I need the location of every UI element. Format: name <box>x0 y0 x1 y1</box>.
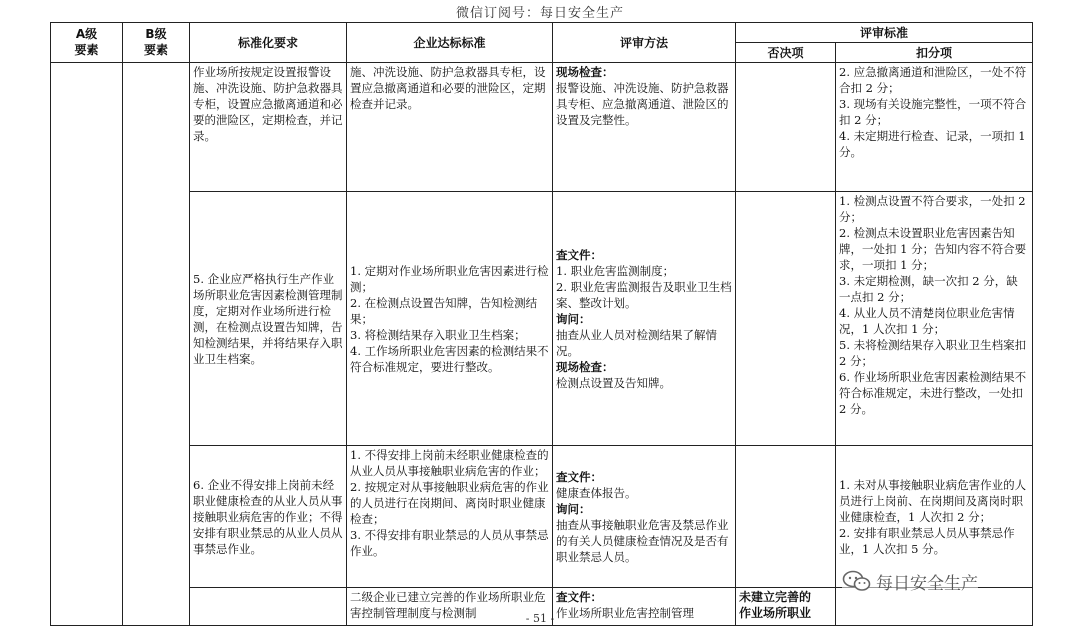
method-text: 1. 职业危害监测制度； 2. 职业危害监测报告及职业卫生档案、整改计划。 <box>556 263 732 310</box>
requirement-cell: 5. 企业应严格执行生产作业场所职业危害因素检测管理制度，定期对作业场所进行检测，在检测点设置告知牌，告知检测结果，并将结果存入职业卫生档案。 <box>190 192 347 446</box>
requirement-cell: 6. 企业不得安排上岗前未经职业健康检查的从业人员从事接触职业病危害的作业；不得安排有职业禁忌的从业人员从事禁忌作业。 <box>190 446 347 588</box>
header-a-element: A级 要素 <box>51 23 123 63</box>
b-element-cell <box>123 63 190 626</box>
method-text: 检测点设置及告知牌。 <box>556 375 671 390</box>
method-text: 抽查从事接触职业危害及禁忌作业的有关人员健康检查情况及是否有职业禁忌人员。 <box>556 517 729 564</box>
wechat-icon <box>842 569 872 593</box>
header-deduction: 扣分项 <box>836 43 1033 63</box>
standard-table <box>50 22 1033 626</box>
method-text: 作业场所职业危害控制管理 <box>556 606 694 620</box>
header-enterprise-standard: 企业达标标准 <box>347 23 553 63</box>
watermark <box>842 567 978 595</box>
header-review-criteria: 评审标准 <box>736 23 1033 43</box>
standard-cell: 二级企业已建立完善的作业场所职业危害控制管理制度与检测制 <box>347 588 553 626</box>
method-label: 现场检查： <box>556 359 614 374</box>
header-review-method: 评审方法 <box>553 23 736 63</box>
veto-cell <box>736 446 836 588</box>
method-label: 查文件： <box>556 247 602 262</box>
requirement-cell: 作业场所按规定设置报警设施、冲洗设施、防护急救器具专柜，设置应急撤离通道和必要的泄险区，定期检查，并记录。 <box>190 63 347 192</box>
method-label: 询问： <box>556 311 591 326</box>
deduction-cell: 1. 未对从事接触职业病危害作业的人员进行上岗前、在岗期间及离岗时职业健康检查，1 人次扣 2 分； 2. 安排有职业禁忌人员从事禁忌作业，1 人次扣 5 分。 <box>836 446 1033 588</box>
table-row <box>51 63 1033 192</box>
standard-cell: 1. 不得安排上岗前未经职业健康检查的从业人员从事接触职业病危害的作业； 2. 按规定对从事接触职业病危害的作业的人员进行在岗期间、离岗时职业健康检查； 3. 不得安排有职业禁忌的人员从事禁忌作业。 <box>347 446 553 588</box>
header-requirement: 标准化要求 <box>190 23 347 63</box>
veto-cell: 未建立完善的 作业场所职业 <box>736 588 836 626</box>
table-row <box>51 192 1033 446</box>
page-number: - 51 - <box>525 612 555 625</box>
method-cell <box>553 446 736 588</box>
a-element-cell <box>51 63 123 626</box>
standard-cell: 施、冲洗设施、防护急救器具专柜，设置应急撤离通道和必要的泄险区，定期检查并记录。 <box>347 63 553 192</box>
watermark-text: 每日安全生产 <box>876 573 978 594</box>
method-cell <box>553 63 736 192</box>
standard-cell: 1. 定期对作业场所职业危害因素进行检测； 2. 在检测点设置告知牌，告知检测结果； 3. 将检测结果存入职业卫生档案； 4. 工作场所职业危害因素的检测结果不符合标准规定，要进行整改。 <box>347 192 553 446</box>
veto-cell <box>736 63 836 192</box>
method-text: 抽查从业人员对检测结果了解情况。 <box>556 327 717 358</box>
header-veto: 否决项 <box>736 43 836 63</box>
deduction-cell: 2. 应急撤离通道和泄险区，一处不符合扣 2 分； 3. 现场有关设施完整性，一项不符合扣 2 分； 4. 未定期进行检查、记录，一项扣 1 分。 <box>836 63 1033 192</box>
header-b-element: B级 要素 <box>123 23 190 63</box>
method-label: 查文件： <box>556 590 602 604</box>
method-cell <box>553 192 736 446</box>
method-text: 健康查体报告。 <box>556 485 637 500</box>
veto-cell <box>736 192 836 446</box>
page-title: 微信订阅号：每日安全生产 <box>455 6 624 21</box>
method-label: 现场检查： <box>556 65 614 79</box>
method-label: 查文件： <box>556 469 602 484</box>
method-text: 报警设施、冲洗设施、防护急救器具专柜、应急撤离通道、泄险区的设置及完整性。 <box>556 81 729 127</box>
deduction-cell: 1. 检测点设置不符合要求，一处扣 2 分； 2. 检测点未设置职业危害因素告知牌，一处扣 1 分；告知内容不符合要求，一项扣 1 分； 3. 未定期检测，缺一次扣 2 分，缺一点扣 2 分； 4. 从业人员不清楚岗位职业危害情况，1 人次扣 1 分； 5. 未将检测结果存入职业卫生档案扣 2 分； 6. 作业场所职业危害因素检测结果不符合标准规定，未进行整改，一处扣 2 分。 <box>836 192 1033 446</box>
method-label: 询问： <box>556 501 591 516</box>
